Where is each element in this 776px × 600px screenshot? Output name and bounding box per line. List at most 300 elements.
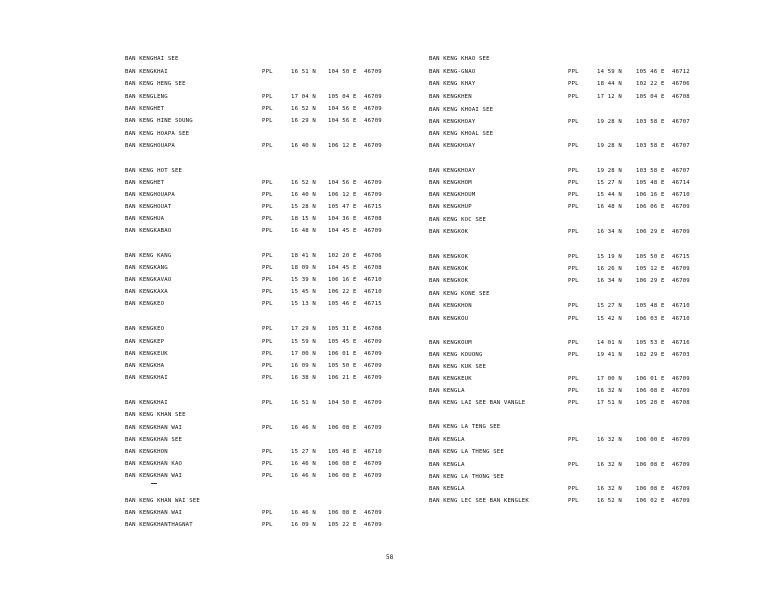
entry-sheet: 46709 [364,143,382,149]
entry-name: BAN KENGKOUM [429,340,472,346]
entry-type: PPL [262,94,273,100]
entry-lon: 105 46 E [636,69,665,75]
entry-name: BAN KENGKHAI [125,375,168,381]
entry-lon: 105 12 E [636,266,665,272]
gazetteer-entry [0,386,776,396]
entry-lat: 15 27 N [291,449,316,455]
entry-lat: 16 40 N [291,192,316,198]
entry-type: PPL [262,204,273,210]
entry-sheet: 46709 [364,473,382,479]
entry-lat: 16 32 N [597,388,622,394]
page-number: 58 [386,554,394,561]
entry-type: PPL [568,266,579,272]
gazetteer-entry [0,141,776,151]
entry-name: BAN KENGKHON [429,303,472,309]
entry-sheet: 46709 [672,462,690,468]
entry-type: PPL [568,143,579,149]
entry-name: BAN KENGKHUP [429,204,472,210]
gazetteer-entry [0,484,776,494]
entry-name: BAN KENG KHOAI SEE [429,107,494,113]
entry-name: BAN KENGLA [429,388,465,394]
entry-name: BAN KENGKHAI [125,69,168,75]
entry-lat: 17 51 N [597,400,622,406]
entry-sheet: 46709 [364,425,382,431]
entry-sheet: 46706 [364,253,382,259]
entry-lat: 18 44 N [597,81,622,87]
entry-lon: 106 21 E [328,375,357,381]
entry-sheet: 46709 [672,486,690,492]
entry-lat: 16 52 N [291,180,316,186]
entry-sheet: 46709 [364,375,382,381]
entry-type: PPL [568,340,579,346]
entry-lat: 16 51 N [291,400,316,406]
entry-name: BAN KENG HOT SEE [125,168,183,174]
entry-lat: 16 32 N [597,437,622,443]
entry-name: BAN KENGKOK [429,266,469,272]
entry-sheet: 46707 [672,168,690,174]
gazetteer-entry [0,215,776,225]
entry-type: PPL [262,301,273,307]
entry-sheet: 46707 [672,119,690,125]
entry-lat: 16 48 N [291,228,316,234]
entry-lat: 19 28 N [597,119,622,125]
entry-lon: 102 22 E [636,81,665,87]
entry-sheet: 46709 [672,278,690,284]
entry-name: BAN KENG KHAO SEE [429,56,490,62]
entry-sheet: 46710 [364,289,382,295]
entry-name: BAN KENGKHAN KAO [125,461,183,467]
entry-name: BAN KENGKAXA [125,289,168,295]
entry-lat: 17 04 N [291,94,316,100]
entry-lon: 106 08 E [328,425,357,431]
entry-name: BAN KENGHET [125,106,165,112]
entry-name: BAN KENG KUK SEE [429,364,487,370]
gazetteer-entry [0,398,776,408]
separator-dash [151,483,157,484]
entry-type: PPL [568,498,579,504]
entry-sheet: 46709 [364,461,382,467]
entry-lat: 16 09 N [291,363,316,369]
entry-type: PPL [568,388,579,394]
entry-lat: 18 09 N [291,265,316,271]
entry-type: PPL [262,69,273,75]
entry-type: PPL [262,289,273,295]
entry-lat: 18 41 N [291,253,316,259]
entry-sheet: 46714 [672,180,690,186]
entry-lon: 106 08 E [636,388,665,394]
entry-lat: 15 44 N [597,192,622,198]
entry-sheet: 46712 [672,69,690,75]
gazetteer-entry [0,289,776,299]
gazetteer-entry [0,435,776,445]
entry-sheet: 46709 [672,498,690,504]
gazetteer-entry [0,338,776,348]
gazetteer-entry [0,520,776,530]
gazetteer-entry [0,67,776,77]
entry-sheet: 46709 [672,388,690,394]
entry-name: BAN KENGKANG [125,265,168,271]
entry-type: PPL [262,143,273,149]
entry-lon: 106 01 E [636,376,665,382]
entry-lat: 16 34 N [597,278,622,284]
entry-name: BAN KENGKHOM [429,180,472,186]
entry-lon: 105 46 E [328,301,357,307]
entry-lat: 16 40 N [291,143,316,149]
entry-name: BAN KENGKOK [429,278,469,284]
entry-lon: 106 00 E [636,437,665,443]
gazetteer-entry [0,117,776,127]
entry-lon: 105 48 E [328,449,357,455]
entry-sheet: 46716 [672,340,690,346]
entry-lon: 106 06 E [636,204,665,210]
entry-sheet: 46710 [672,303,690,309]
entry-lat: 15 13 N [291,301,316,307]
entry-name: BAN KENGLA [429,486,465,492]
entry-type: PPL [568,437,579,443]
entry-sheet: 46709 [672,437,690,443]
entry-type: PPL [568,94,579,100]
gazetteer-entry [0,252,776,262]
entry-lat: 15 27 N [597,180,622,186]
entry-lat: 16 09 N [291,522,316,528]
entry-name: BAN KENGKHON [125,449,168,455]
gazetteer-entry [0,447,776,457]
gazetteer-entry [0,301,776,311]
entry-name: BAN KENG LA THONG SEE [429,474,504,480]
entry-type: PPL [568,352,579,358]
gazetteer-entry [0,92,776,102]
entry-type: PPL [262,461,273,467]
entry-sheet: 46703 [672,352,690,358]
gazetteer-entry [0,79,776,89]
entry-lon: 105 45 E [328,339,357,345]
entry-type: PPL [568,303,579,309]
gazetteer-entry [0,178,776,188]
entry-lat: 19 28 N [597,168,622,174]
entry-lon: 106 08 E [328,473,357,479]
entry-type: PPL [568,316,579,322]
entry-lat: 16 51 N [291,69,316,75]
entry-sheet: 46709 [672,266,690,272]
entry-sheet: 46709 [364,400,382,406]
entry-lon: 105 48 E [636,303,665,309]
entry-lon: 104 45 E [328,265,357,271]
gazetteer-entry [0,276,776,286]
entry-sheet: 46707 [672,143,690,149]
gazetteer-entry [0,190,776,200]
entry-type: PPL [568,486,579,492]
entry-lat: 16 26 N [597,266,622,272]
entry-sheet: 46709 [364,228,382,234]
entry-lon: 106 08 E [328,510,357,516]
entry-sheet: 46709 [364,94,382,100]
entry-lat: 16 46 N [291,425,316,431]
entry-name: BAN KENGKEUK [125,351,168,357]
entry-lat: 17 29 N [291,326,316,332]
entry-lon: 102 29 E [636,352,665,358]
entry-lon: 103 58 E [636,168,665,174]
entry-sheet: 46710 [672,192,690,198]
entry-sheet: 46709 [364,351,382,357]
entry-name: BAN KENGKHOAY [429,119,476,125]
entry-type: PPL [262,339,273,345]
entry-lon: 106 08 E [328,461,357,467]
entry-name: BAN KENG LA THENG SEE [429,449,504,455]
entry-name: BAN KENG-GNAO [429,69,476,75]
entry-name: BAN KENG KOC SEE [429,217,487,223]
entry-name: BAN KENGKHAI [125,400,168,406]
gazetteer-entry [0,54,776,64]
entry-sheet: 46710 [364,449,382,455]
gazetteer-entry [0,227,776,237]
entry-name: BAN KENG KHAY [429,81,476,87]
entry-sheet: 46715 [364,204,382,210]
gazetteer-entry [0,508,776,518]
entry-lon: 106 16 E [328,277,357,283]
entry-lon: 105 48 E [636,180,665,186]
entry-sheet: 46708 [364,265,382,271]
gazetteer-entry [0,264,776,274]
entry-lat: 15 42 N [597,316,622,322]
entry-name: BAN KENG KHOAL SEE [429,131,494,137]
entry-name: BAN KENGHUA [125,216,165,222]
entry-lon: 106 29 E [636,278,665,284]
entry-name: BAN KENGKHAN WAI [125,473,183,479]
entry-name: BAN KENGKHAN SEE [125,437,183,443]
entry-lon: 106 12 E [328,143,357,149]
entry-sheet: 46709 [672,229,690,235]
entry-type: PPL [262,425,273,431]
entry-sheet: 46709 [364,339,382,345]
entry-type: PPL [568,462,579,468]
entry-type: PPL [568,119,579,125]
entry-name: BAN KENGHOUAPA [125,192,175,198]
entry-lat: 16 46 N [291,461,316,467]
entry-lat: 16 46 N [291,510,316,516]
gazetteer-entry [0,202,776,212]
gazetteer-entry [0,314,776,324]
entry-sheet: 46709 [364,180,382,186]
entry-name: BAN KENGHOUAT [125,204,172,210]
entry-lon: 105 28 E [636,400,665,406]
entry-sheet: 46709 [364,69,382,75]
entry-lat: 16 32 N [597,462,622,468]
entry-lat: 14 01 N [597,340,622,346]
entry-name: BAN KENGLENG [125,94,168,100]
entry-name: BAN KENGKOK [429,229,469,235]
entry-lon: 106 02 E [636,498,665,504]
entry-lon: 105 53 E [636,340,665,346]
entry-name: BAN KENGKHOAY [429,168,476,174]
entry-lon: 106 29 E [636,229,665,235]
entry-type: PPL [262,192,273,198]
entry-lon: 104 50 E [328,400,357,406]
gazetteer-entry [0,105,776,115]
entry-lon: 106 22 E [328,289,357,295]
entry-type: PPL [262,326,273,332]
entry-lon: 105 47 E [328,204,357,210]
entry-sheet: 46706 [672,81,690,87]
entry-name: BAN KENGKEP [125,339,165,345]
entry-sheet: 46709 [364,118,382,124]
entry-type: PPL [262,400,273,406]
entry-lat: 16 34 N [597,229,622,235]
entry-sheet: 46709 [364,106,382,112]
entry-type: PPL [568,69,579,75]
entry-sheet: 46709 [364,510,382,516]
entry-type: PPL [262,106,273,112]
entry-type: PPL [568,278,579,284]
entry-lon: 104 45 E [328,228,357,234]
entry-lat: 17 12 N [597,94,622,100]
entry-name: BAN KENGHOUAPA [125,143,175,149]
entry-type: PPL [262,375,273,381]
entry-lon: 106 01 E [328,351,357,357]
entry-name: BAN KENGLA [429,462,465,468]
gazetteer-entry [0,350,776,360]
entry-lon: 104 56 E [328,180,357,186]
entry-name: BAN KENGHAI SEE [125,56,179,62]
entry-type: PPL [262,216,273,222]
entry-name: BAN KENGKOK [429,254,469,260]
entry-sheet: 46708 [364,216,382,222]
entry-lon: 104 56 E [328,118,357,124]
entry-lon: 104 56 E [328,106,357,112]
entry-name: BAN KENG KHAN SEE [125,412,186,418]
entry-sheet: 46710 [672,316,690,322]
entry-lon: 106 16 E [636,192,665,198]
entry-type: PPL [568,180,579,186]
entry-lat: 15 45 N [291,289,316,295]
entry-sheet: 46709 [672,204,690,210]
entry-lat: 15 39 N [291,277,316,283]
entry-sheet: 46715 [672,254,690,260]
entry-name: BAN KENG KOUONG [429,352,483,358]
entry-name: BAN KENG HOAPA SEE [125,131,190,137]
entry-type: PPL [262,180,273,186]
entry-lon: 106 08 E [636,462,665,468]
entry-lon: 105 50 E [328,363,357,369]
entry-type: PPL [568,81,579,87]
gazetteer-entry [0,422,776,432]
entry-name: BAN KENGLA [429,437,465,443]
gazetteer-entry [0,324,776,334]
entry-name: BAN KENG LEC SEE BAN KENGLEK [429,498,529,504]
entry-sheet: 46708 [672,400,690,406]
entry-name: BAN KENG HENG SEE [125,81,186,87]
gazetteer-entry [0,460,776,470]
entry-sheet: 46709 [364,192,382,198]
entry-sheet: 46709 [672,376,690,382]
entry-type: PPL [262,473,273,479]
entry-type: PPL [568,204,579,210]
entry-name: BAN KENGKAVAO [125,277,172,283]
entry-lat: 15 19 N [597,254,622,260]
entry-name: BAN KENG HINE SOUNG [125,118,193,124]
entry-type: PPL [262,253,273,259]
entry-lon: 105 04 E [636,94,665,100]
entry-sheet: 46708 [364,326,382,332]
entry-lat: 15 28 N [291,204,316,210]
entry-name: BAN KENG KONE SEE [429,291,490,297]
entry-lat: 16 46 N [291,473,316,479]
entry-sheet: 46708 [672,94,690,100]
entry-lon: 103 58 E [636,119,665,125]
entry-type: PPL [262,449,273,455]
gazetteer-entry [0,496,776,506]
entry-type: PPL [262,277,273,283]
entry-lat: 19 41 N [597,352,622,358]
entry-lon: 105 22 E [328,522,357,528]
entry-type: PPL [262,510,273,516]
entry-name: BAN KENGKHOAY [429,143,476,149]
entry-lon: 102 20 E [328,253,357,259]
entry-name: BAN KENGKHAN WAI [125,510,183,516]
gazetteer-entry [0,129,776,139]
gazetteer-entry [0,362,776,372]
entry-sheet: 46710 [364,277,382,283]
entry-name: BAN KENGKHOUM [429,192,476,198]
entry-lat: 15 59 N [291,339,316,345]
entry-type: PPL [262,522,273,528]
entry-sheet: 46709 [364,522,382,528]
entry-lat: 16 48 N [597,204,622,210]
entry-type: PPL [262,351,273,357]
entry-lat: 16 29 N [291,118,316,124]
entry-type: PPL [568,254,579,260]
entry-type: PPL [262,363,273,369]
entry-lon: 103 58 E [636,143,665,149]
entry-lon: 104 50 E [328,69,357,75]
entry-lat: 17 00 N [291,351,316,357]
entry-name: BAN KENGKEO [125,301,165,307]
entry-type: PPL [568,192,579,198]
entry-lat: 14 59 N [597,69,622,75]
entry-name: BAN KENGKABAO [125,228,172,234]
gazetteer-entry [0,374,776,384]
entry-lon: 106 03 E [636,316,665,322]
entry-lat: 19 28 N [597,143,622,149]
entry-name: BAN KENG KHAN WAI SEE [125,498,200,504]
entry-name: BAN KENGKHANTHAGNAT [125,522,193,528]
entry-name: BAN KENGKHAN WAI [125,425,183,431]
gazetteer-entry [0,410,776,420]
entry-type: PPL [262,118,273,124]
entry-name: BAN KENG KANG [125,253,172,259]
gazetteer-entry [0,166,776,176]
entry-type: PPL [262,228,273,234]
entry-lat: 16 52 N [291,106,316,112]
gazetteer-entry [0,472,776,482]
entry-type: PPL [568,376,579,382]
entry-lon: 104 36 E [328,216,357,222]
entry-name: BAN KENGKHEN [429,94,472,100]
entry-name: BAN KENGHET [125,180,165,186]
entry-name: BAN KENGKHA [125,363,165,369]
entry-lat: 17 00 N [597,376,622,382]
entry-type: PPL [262,265,273,271]
entry-lon: 105 50 E [636,254,665,260]
entry-sheet: 46715 [364,301,382,307]
entry-type: PPL [568,168,579,174]
entry-name: BAN KENGKEO [125,326,165,332]
entry-lon: 106 08 E [636,486,665,492]
entry-name: BAN KENG LA TENG SEE [429,424,501,430]
entry-sheet: 46709 [364,363,382,369]
entry-name: BAN KENGKEUK [429,376,472,382]
entry-name: BAN KENGKOU [429,316,469,322]
entry-lat: 15 27 N [597,303,622,309]
